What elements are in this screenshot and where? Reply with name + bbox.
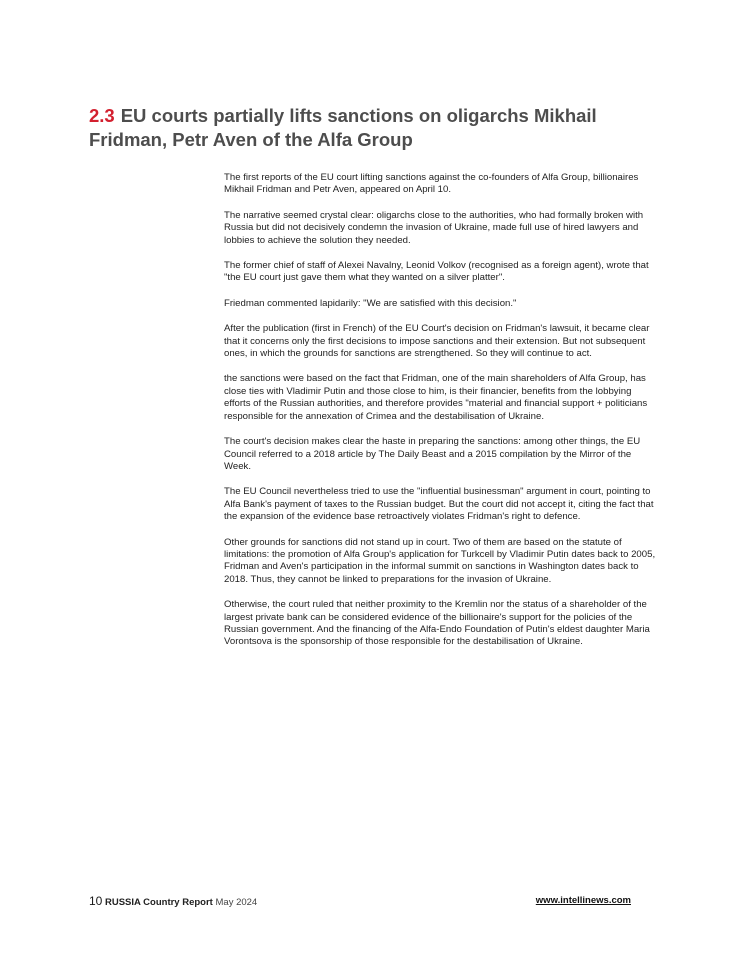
paragraph: Otherwise, the court ruled that neither proximity to the Kremlin nor the status of a shareholder of the largest private bank can be considered evidence of the billionaire's support for the policies of the Russian government. And the financing of the Alfa-Endo Foundation of Putin's eldest daughter Maria Vorontsova is the sponsorship of those responsible for the destabilisation of Ukraine. bbox=[224, 599, 650, 648]
footer-left bbox=[89, 894, 257, 908]
paragraph: the sanctions were based on the fact that Fridman, one of the main shareholders of Alfa Group, has close ties with Vladimir Putin and those close to him, is their financier, benefits from the lobbying efforts of the Russian authorities, and therefore provides "material and financial support + politicians responsible for the annexation of Crimea and the destabilisation of Ukraine. bbox=[224, 373, 648, 422]
paragraph: The narrative seemed crystal clear: oligarchs close to the authorities, who had formally broken with Russia but did not decisively condemn the invasion of Ukraine, made full use of hired lawyers and lobbies to achieve the solution they needed. bbox=[224, 209, 644, 246]
website-link[interactable]: www.intellinews.com bbox=[535, 895, 631, 906]
publication-date: May 2024 bbox=[215, 897, 258, 908]
paragraph: After the publication (first in French) of the EU Court's decision on Fridman's lawsuit, it became clear that it concerns only the first decisions to impose sanctions and their extension. But not subsequent ones, in which the grounds for sanctions are strengthened. So they will continue to act. bbox=[224, 323, 650, 360]
paragraph: The court's decision makes clear the haste in preparing the sanctions: among other things, the EU Council referred to a 2018 article by The Daily Beast and a 2015 compilation by the Mirror of the Week. bbox=[224, 436, 641, 472]
paragraph: The first reports of the EU court lifting sanctions against the co-founders of Alfa Group, billionaires Mikhail Fridman and Petr Aven, appeared on April 10. bbox=[224, 172, 639, 196]
page-number: 10 bbox=[89, 894, 103, 908]
paragraph: The EU Council nevertheless tried to use the "influential businessman" argument in court, pointing to Alfa Bank's payment of taxes to the Russian budget. But the court did not accept it, citing the fact that the expansion of the evidence base retroactively violates Fridman's right to defence. bbox=[224, 486, 654, 523]
publication-name: RUSSIA Country Report bbox=[105, 897, 213, 908]
paragraph: Other grounds for sanctions did not stand up in court. Two of them are based on the statute of limitations: the promotion of Alfa Group's application for Turkcell by Vladimir Putin dates back to 2005, Fridman and Aven's participation in the informal summit on sanctions in Washington dates back to 2018. Thus, they cannot be linked to preparations for the invasion of Ukraine. bbox=[224, 536, 656, 585]
paragraph: Friedman commented lapidarily: "We are satisfied with this decision." bbox=[224, 297, 517, 309]
article-body bbox=[224, 172, 656, 662]
section-heading bbox=[89, 104, 659, 152]
paragraph: The former chief of staff of Alexei Navalny, Leonid Volkov (recognised as a foreign agent), wrote that "the EU court just gave them what they wanted on a silver platter". bbox=[224, 260, 649, 284]
page-footer bbox=[89, 894, 631, 908]
section-title: EU courts partially lifts sanctions on oligarchs Mikhail Fridman, Petr Aven of the Alfa Group bbox=[89, 105, 597, 150]
section-number: 2.3 bbox=[89, 105, 115, 126]
